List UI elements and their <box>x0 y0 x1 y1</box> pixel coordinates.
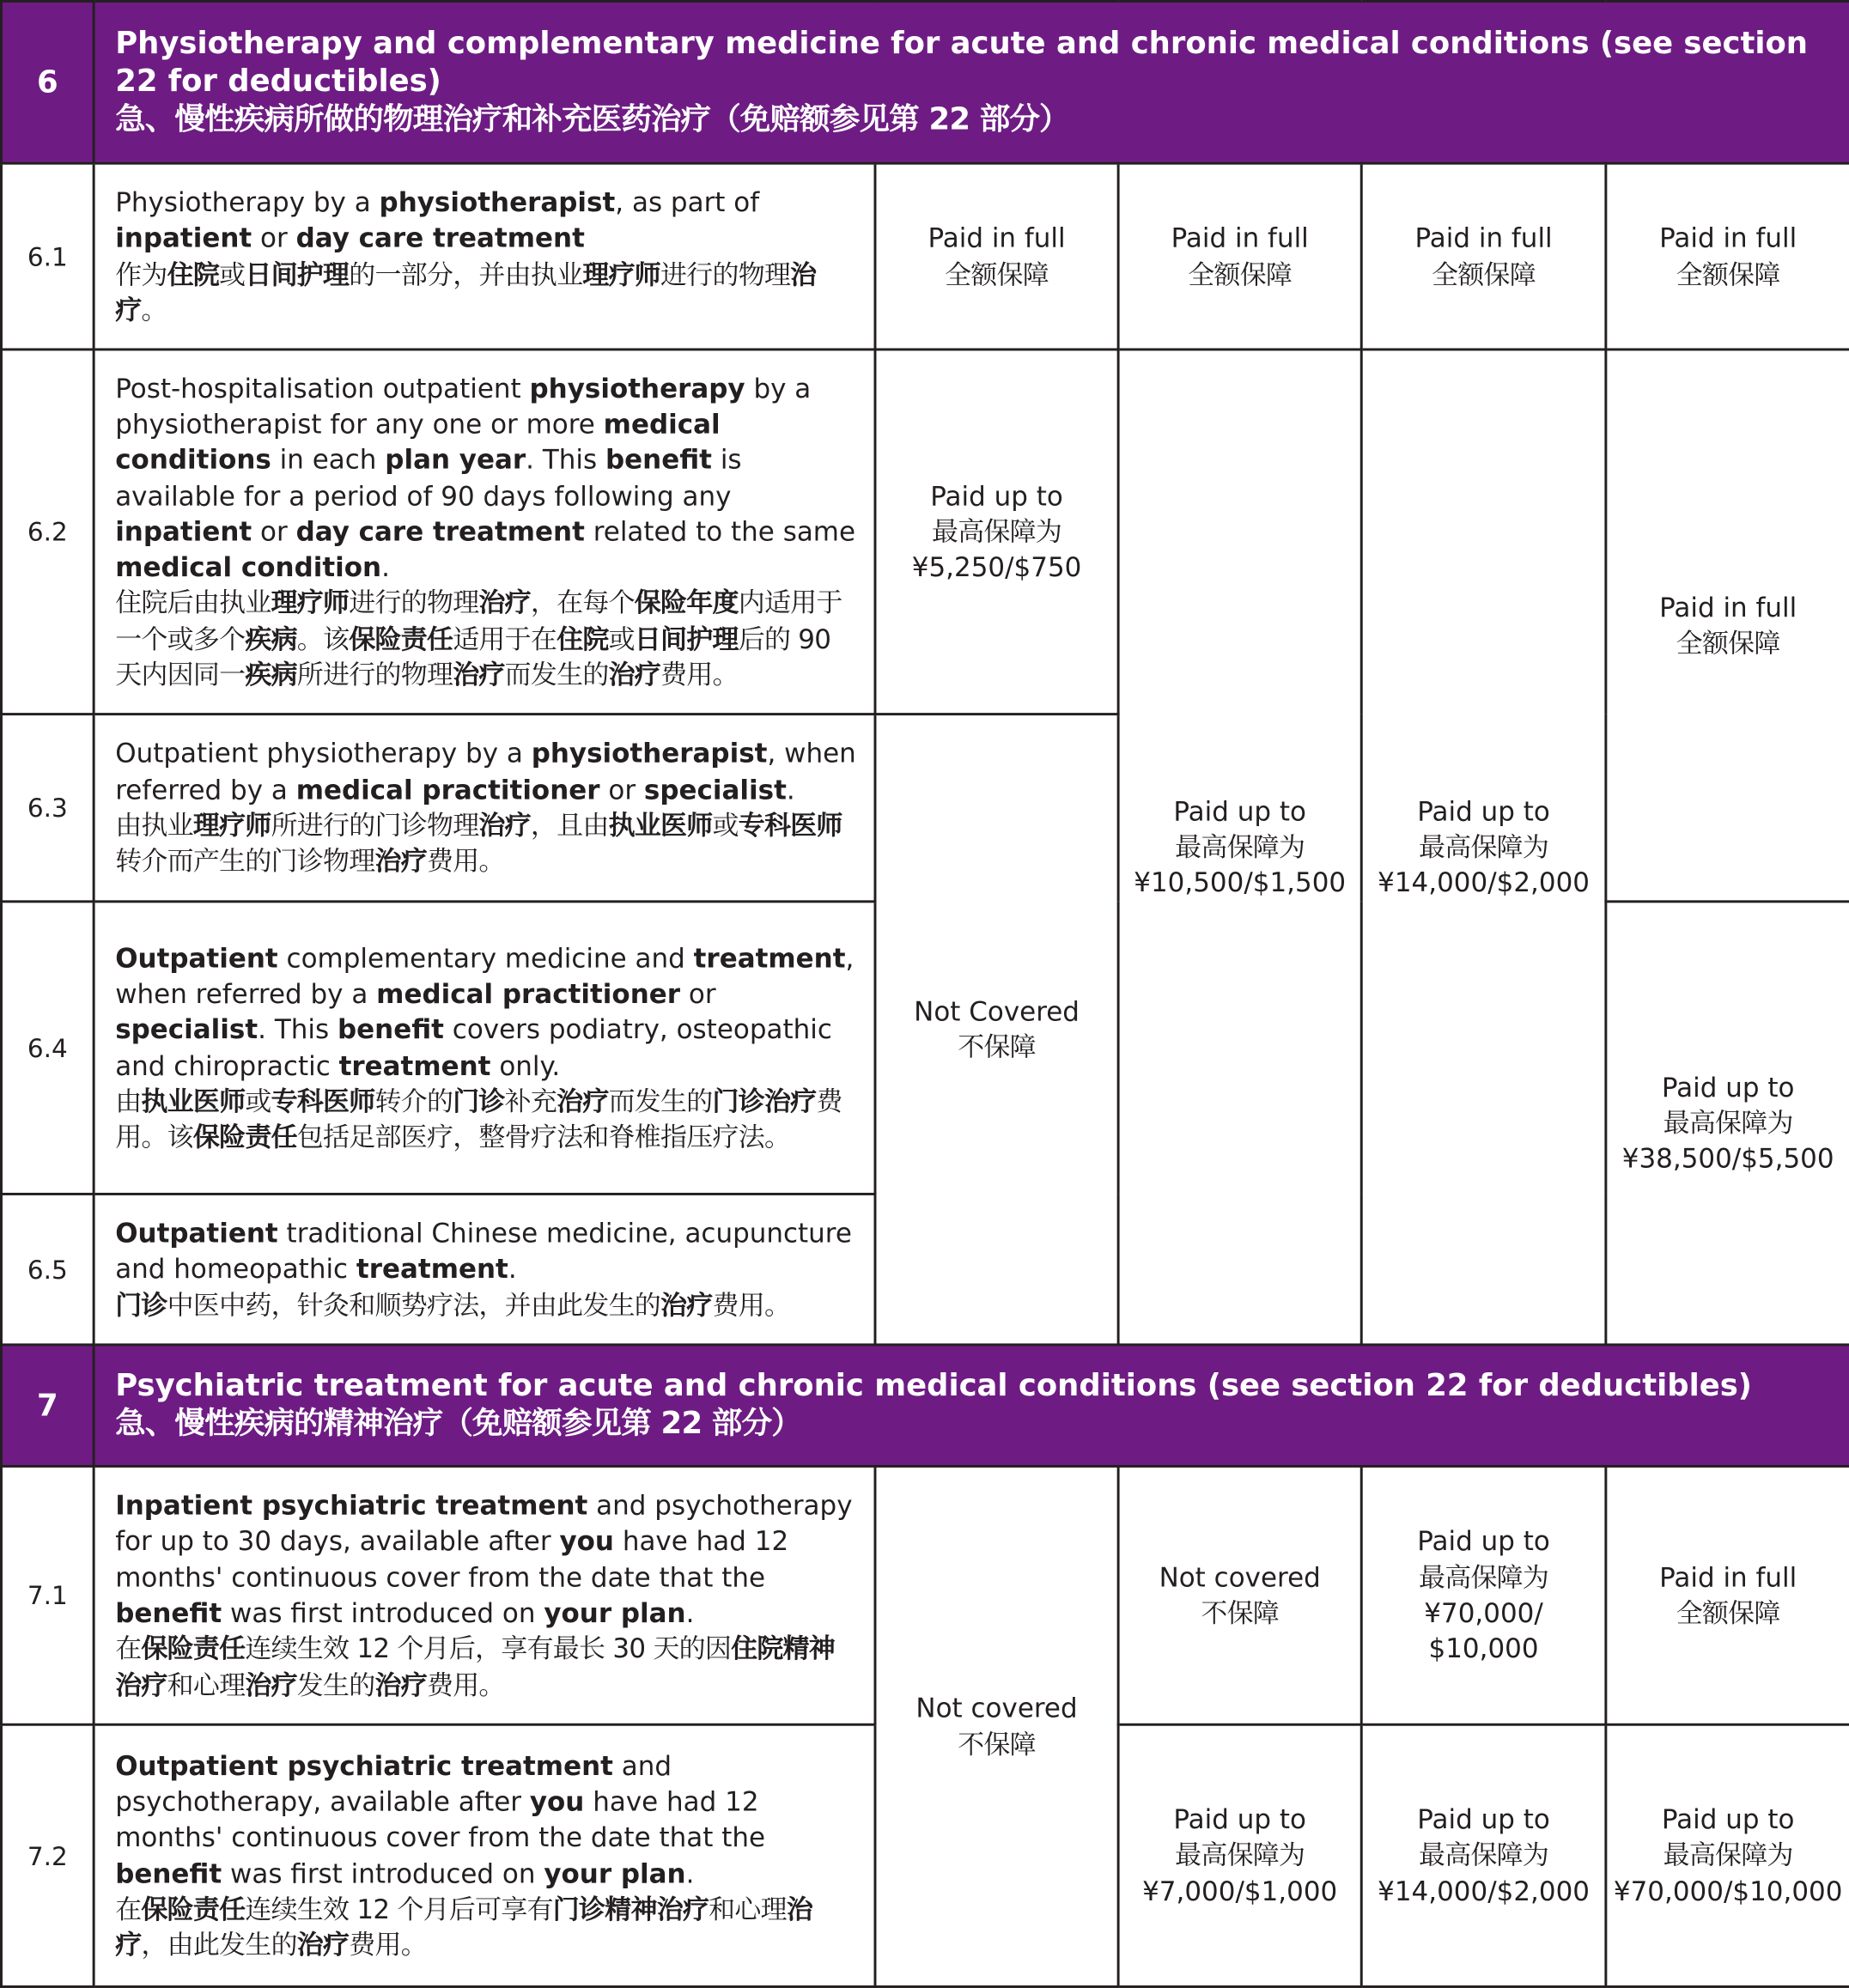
coverage-line: Paid up to <box>1173 1804 1306 1835</box>
row-description <box>94 1466 875 1724</box>
text-run: 或 <box>608 623 635 654</box>
text-run: 转介的 <box>374 1085 453 1117</box>
coverage-line: 全额保障 <box>1676 628 1780 659</box>
coverage-cell <box>1361 1724 1606 1986</box>
text-run: 所进行的物理 <box>296 660 453 690</box>
coverage-line: 全额保障 <box>1676 1597 1780 1629</box>
coverage-line: 不保障 <box>958 1729 1036 1760</box>
coverage-line: 最高保障为 <box>1418 1562 1549 1593</box>
text-run: and psychotherapy for up to 30 days, available after <box>115 1490 853 1557</box>
section-title <box>94 1345 1849 1467</box>
coverage-cell <box>1361 163 1606 350</box>
coverage-line: 不保障 <box>1201 1597 1280 1629</box>
defined-term: benefit <box>115 1857 222 1889</box>
defined-term: 住院 <box>167 258 220 289</box>
defined-term: you <box>529 1786 585 1817</box>
description-zh <box>115 808 859 879</box>
description-zh <box>115 1287 859 1323</box>
coverage-cell <box>875 350 1118 714</box>
text-run: Post-hospitalisation outpatient <box>115 373 530 404</box>
defined-term: Inpatient psychiatric treatment <box>115 1490 588 1522</box>
section-header-7 <box>1 1345 1849 1467</box>
row-description <box>94 163 875 350</box>
text-run: 后的 90 天内因同一 <box>115 623 831 690</box>
defined-term: 疾病 <box>245 660 297 690</box>
text-run: in each <box>271 444 386 476</box>
row-number: 6.2 <box>1 350 94 714</box>
row-description <box>94 350 875 714</box>
coverage-line: ¥7,000/$1,000 <box>1142 1876 1338 1907</box>
section-title-en: Physiotherapy and complementary medicine for acute and chronic medical conditions (see section 22 for deductibles) <box>115 25 1809 100</box>
defined-term: 住院精神治疗 <box>115 1633 836 1700</box>
defined-term: treatment <box>693 942 846 974</box>
defined-term: medical conditions <box>115 409 721 476</box>
defined-term: physiotherapist <box>379 187 616 218</box>
row-description <box>94 1724 875 1986</box>
coverage-line: 不保障 <box>958 1031 1036 1063</box>
text-run: 。 <box>141 295 167 325</box>
defined-term: you <box>559 1526 614 1557</box>
defined-term: 门诊 <box>115 1289 167 1321</box>
coverage-line: 全额保障 <box>1432 258 1536 289</box>
defined-term: 保险责任 <box>349 623 453 654</box>
text-run: 费用。该 <box>115 1085 842 1152</box>
text-run: ，在每个 <box>530 587 635 619</box>
defined-term: inpatient <box>115 222 252 254</box>
text-run: 中医中药，针灸和顺势疗法，并由此发生的 <box>167 1289 661 1321</box>
defined-term: 专科医师 <box>271 1085 375 1117</box>
defined-term: 住院 <box>557 623 609 654</box>
defined-term: medical practitioner <box>376 978 681 1010</box>
row-description <box>94 902 875 1195</box>
defined-term: 治疗 <box>296 1930 350 1961</box>
text-run: , when referred by a <box>115 739 856 806</box>
defined-term: 治疗 <box>478 587 531 619</box>
coverage-line: ¥70,000/ <box>1424 1597 1543 1629</box>
text-run: 和心理 <box>167 1669 246 1700</box>
text-run: 发生的 <box>296 1669 375 1700</box>
description-en <box>115 1748 859 1892</box>
text-run: 转介而产生的门诊物理 <box>115 846 375 877</box>
text-run: 内适用于一个或多个 <box>115 587 842 654</box>
text-run: ，由此发生的 <box>141 1930 297 1961</box>
defined-term: 专科医师 <box>738 810 842 842</box>
row-number: 6.1 <box>1 163 94 350</box>
coverage-line: 最高保障为 <box>1663 1107 1793 1139</box>
text-run: 所进行的门诊物理 <box>271 810 479 842</box>
text-run: ，且由 <box>530 810 609 842</box>
coverage-line: ¥10,500/$1,500 <box>1134 867 1347 898</box>
row-description <box>94 714 875 902</box>
coverage-cell <box>875 1466 1118 1986</box>
defined-term: 门诊治疗 <box>712 1085 817 1117</box>
defined-term: treatment <box>356 1254 508 1285</box>
coverage-line: Not covered <box>1159 1562 1321 1593</box>
defined-term: day care treatment <box>295 222 585 254</box>
defined-term: benefit <box>115 1597 222 1629</box>
coverage-cell <box>1606 163 1849 350</box>
coverage-line: Paid in full <box>1414 222 1553 254</box>
defined-term: 门诊精神治疗 <box>552 1894 709 1924</box>
defined-term: specialist <box>643 774 787 806</box>
description-en <box>115 1216 859 1287</box>
description-en <box>115 736 859 807</box>
defined-term: 治疗 <box>374 1669 427 1700</box>
defined-term: your plan <box>544 1857 686 1889</box>
text-run: . <box>685 1857 695 1889</box>
defined-term: 日间护理 <box>634 623 739 654</box>
section-title-zh: 急、慢性疾病的精神治疗（免赔额参见第 22 部分） <box>115 1405 801 1441</box>
text-run: 费用。 <box>712 1289 791 1321</box>
text-run: 补充 <box>504 1085 557 1117</box>
coverage-line: 全额保障 <box>1188 258 1292 289</box>
defined-term: 治疗 <box>453 660 505 690</box>
text-run: 或 <box>245 1085 271 1117</box>
defined-term: physiotherapist <box>531 739 768 769</box>
text-run: is available for a period of 90 days following any <box>115 444 742 512</box>
text-run: 由执业 <box>115 810 193 842</box>
text-run: traditional Chinese medicine, acupuncture and homeopathic <box>115 1218 852 1285</box>
text-run: 由 <box>115 1085 142 1117</box>
text-run: 费用。 <box>349 1930 427 1961</box>
row-number: 6.3 <box>1 714 94 902</box>
coverage-cell <box>875 163 1118 350</box>
row-number: 6.4 <box>1 902 94 1195</box>
defined-term: physiotherapy <box>529 373 745 404</box>
defined-term: 保险责任 <box>141 1894 246 1924</box>
coverage-line: 最高保障为 <box>1663 1839 1793 1871</box>
benefit-row-7-1 <box>1 1466 1849 1724</box>
text-run: 而发生的 <box>608 1085 713 1117</box>
coverage-line: 最高保障为 <box>931 516 1062 547</box>
text-run: 费用。 <box>426 846 505 877</box>
text-run: Outpatient physiotherapy by a <box>115 739 532 769</box>
coverage-cell <box>1606 902 1849 1345</box>
defined-term: 执业医师 <box>141 1085 246 1117</box>
coverage-cell <box>1606 350 1849 902</box>
text-run: , as part of <box>615 187 760 218</box>
coverage-line: ¥70,000/$10,000 <box>1613 1876 1843 1907</box>
description-zh <box>115 257 859 328</box>
defined-term: 治疗 <box>478 810 531 842</box>
text-run: or <box>252 516 296 547</box>
text-run: 而发生的 <box>504 660 609 690</box>
text-run: was first introduced on <box>222 1597 544 1629</box>
text-run: . <box>685 1597 695 1629</box>
coverage-cell <box>1118 1466 1361 1724</box>
text-run: . <box>381 552 390 583</box>
text-run: 包括足部医疗，整骨疗法和脊椎指压疗法。 <box>296 1122 791 1152</box>
text-run: 适用于在 <box>453 623 557 654</box>
text-run: . <box>786 774 795 806</box>
coverage-cell <box>1361 1466 1606 1724</box>
text-run: 连续生效 12 个月后可享有 <box>245 1894 553 1924</box>
defined-term: 治疗 <box>245 1669 297 1700</box>
coverage-line: 最高保障为 <box>1175 831 1305 862</box>
coverage-line: 最高保障为 <box>1175 1839 1305 1871</box>
text-run: 。该 <box>296 623 350 654</box>
text-run: 进行的物理 <box>660 258 791 289</box>
text-run: 在 <box>115 1894 142 1924</box>
defined-term: inpatient <box>115 516 252 547</box>
coverage-line: Not Covered <box>914 995 1080 1027</box>
defined-term: 理疗师 <box>271 587 350 619</box>
section-title-en: Psychiatric treatment for acute and chronic medical conditions (see section 22 for deductibles) <box>115 1367 1752 1403</box>
coverage-line: 全额保障 <box>945 258 1049 289</box>
coverage-cell <box>1361 350 1606 1345</box>
text-run: 作为 <box>115 258 167 289</box>
text-run: covers podiatry, osteopathic and chiropractic <box>115 1014 832 1081</box>
coverage-line: Paid in full <box>1659 1562 1797 1593</box>
defined-term: 疾病 <box>245 623 297 654</box>
text-run: 费用。 <box>660 660 739 690</box>
defined-term: medical practitioner <box>295 774 600 806</box>
section-header-6 <box>1 1 1849 163</box>
coverage-line: ¥5,250/$750 <box>911 552 1082 583</box>
text-run: , when referred by a <box>115 942 855 1010</box>
text-run: 的一部分，并由执业 <box>349 258 583 289</box>
coverage-line: 最高保障为 <box>1418 1839 1549 1871</box>
description-zh <box>115 1084 859 1155</box>
defined-term: 保险责任 <box>141 1633 246 1664</box>
text-run: 费用。 <box>426 1669 505 1700</box>
coverage-cell <box>1606 1724 1849 1986</box>
defined-term: medical condition <box>115 552 382 583</box>
defined-term: 理疗师 <box>582 258 661 289</box>
defined-term: Outpatient <box>115 942 278 974</box>
coverage-line: Paid up to <box>1417 1526 1550 1557</box>
text-run: have had 12 months' continuous cover from the date that the <box>115 1786 766 1853</box>
text-run: or <box>599 774 644 806</box>
text-run: 连续生效 12 个月后，享有最长 30 天的因 <box>245 1633 732 1664</box>
defined-term: benefit <box>605 444 712 476</box>
coverage-line: 全额保障 <box>1676 258 1780 289</box>
text-run: 或 <box>219 258 246 289</box>
description-en <box>115 185 859 256</box>
coverage-line: Paid up to <box>1661 1804 1795 1835</box>
defined-term: 治疗 <box>115 258 817 325</box>
description-zh <box>115 1892 859 1963</box>
section-title-zh: 急、慢性疾病所做的物理治疗和补充医药治疗（免赔额参见第 22 部分） <box>115 100 1069 137</box>
defined-term: 门诊 <box>453 1085 505 1117</box>
row-number: 7.2 <box>1 1724 94 1986</box>
benefit-row-6-2 <box>1 350 1849 714</box>
defined-term: plan year <box>385 444 526 476</box>
section-number: 6 <box>1 1 94 163</box>
text-run: Physiotherapy by a <box>115 187 380 218</box>
text-run: related to the same <box>584 516 856 547</box>
description-zh <box>115 1632 859 1703</box>
benefit-row-6-1 <box>1 163 1849 350</box>
section-number: 7 <box>1 1345 94 1467</box>
coverage-line: Paid up to <box>1661 1072 1795 1103</box>
text-run: 进行的物理 <box>349 587 479 619</box>
coverage-line: ¥38,500/$5,500 <box>1621 1143 1834 1175</box>
defined-term: 保险年度 <box>634 587 739 619</box>
defined-term: 治疗 <box>660 1289 713 1321</box>
description-en <box>115 940 859 1084</box>
text-run: . This <box>258 1014 338 1045</box>
defined-term: 治疗 <box>374 846 427 877</box>
defined-term: 保险责任 <box>192 1122 297 1152</box>
text-run: or <box>680 978 716 1010</box>
coverage-line: ¥14,000/$2,000 <box>1378 1876 1590 1907</box>
coverage-line: $10,000 <box>1428 1633 1539 1664</box>
coverage-line: Paid up to <box>1417 795 1550 827</box>
coverage-line: Not covered <box>915 1693 1078 1724</box>
defined-term: 理疗师 <box>192 810 271 842</box>
text-run: and psychotherapy, available after <box>115 1750 672 1817</box>
coverage-line: Paid in full <box>1659 592 1797 623</box>
coverage-line: ¥14,000/$2,000 <box>1378 867 1590 898</box>
description-zh <box>115 586 859 693</box>
text-run: 在 <box>115 1633 142 1664</box>
coverage-cell <box>1606 1466 1849 1724</box>
coverage-cell <box>1118 163 1361 350</box>
coverage-line: 最高保障为 <box>1418 831 1549 862</box>
coverage-line: Paid up to <box>1173 795 1306 827</box>
description-en <box>115 371 859 586</box>
text-run: only. <box>490 1050 561 1081</box>
coverage-line: Paid up to <box>1417 1804 1550 1835</box>
text-run: have had 12 months' continuous cover from the date that the <box>115 1526 789 1593</box>
text-run: . This <box>526 444 606 476</box>
coverage-cell <box>1118 1724 1361 1986</box>
text-run: was first introduced on <box>222 1857 544 1889</box>
defined-term: 治疗 <box>115 1894 813 1961</box>
text-run: or <box>252 222 296 254</box>
defined-term: Outpatient <box>115 1218 278 1249</box>
text-run: . <box>508 1254 517 1285</box>
defined-term: day care treatment <box>295 516 585 547</box>
defined-term: treatment <box>338 1050 491 1081</box>
coverage-line: Paid in full <box>928 222 1066 254</box>
row-number: 6.5 <box>1 1194 94 1344</box>
row-number: 7.1 <box>1 1466 94 1724</box>
defined-term: specialist <box>115 1014 258 1045</box>
coverage-cell <box>1118 350 1361 1345</box>
defined-term: Outpatient psychiatric treatment <box>115 1750 613 1782</box>
defined-term: your plan <box>544 1597 686 1629</box>
defined-term: 治疗 <box>608 660 661 690</box>
defined-term: 日间护理 <box>245 258 350 289</box>
section-title <box>94 1 1849 163</box>
defined-term: benefit <box>337 1014 444 1045</box>
coverage-cell <box>875 714 1118 1345</box>
text-run: 和心理 <box>709 1894 787 1924</box>
text-run: 住院后由执业 <box>115 587 271 619</box>
text-run: by a physiotherapist for any one or more <box>115 373 812 440</box>
description-en <box>115 1488 859 1632</box>
coverage-line: Paid in full <box>1171 222 1309 254</box>
coverage-line: Paid in full <box>1659 222 1797 254</box>
defined-term: 执业医师 <box>608 810 713 842</box>
coverage-line: Paid up to <box>930 480 1063 512</box>
text-run: 或 <box>712 810 739 842</box>
row-description <box>94 1194 875 1344</box>
text-run: complementary medicine and <box>277 942 694 974</box>
defined-term: 治疗 <box>557 1085 609 1117</box>
